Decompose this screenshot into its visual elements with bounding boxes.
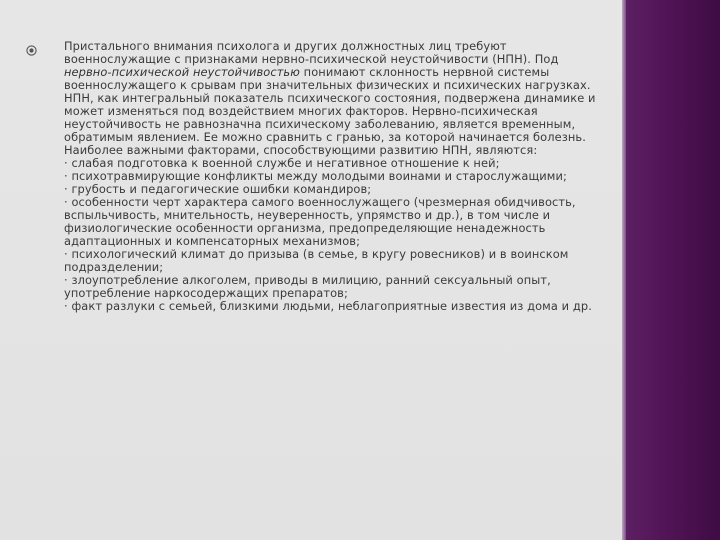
intro-text-after: понимают склонность нервной системы военнослужащего к срывам при значительных физических и психических нагрузках. НПН, как интегральный показатель психического состояния, подвержена динамике и может изменяться под воздействием многих факторов. Нервно-психическая неустойчивость не равнозначна психическому заболеванию, является временным, обратимым явлением. Ее можно сравнить с гранью, за которой начинается болезнь. (64, 65, 596, 144)
factor-item: · злоупотребление алкоголем, приводы в милицию, ранний сексуальный опыт, употребление наркосодержащих препаратов; (64, 273, 551, 300)
intro-emphasis-term: нервно-психической неустойчивостью (64, 65, 300, 79)
intro-text-before: Пристального внимания психолога и других должностных лиц требуют военнослужащие с признаками нервно-психической неустойчивости (НПН). Под (64, 39, 559, 66)
factor-item: · психологический климат до призыва (в семье, в кругу ровесников) и в воинском подразделении; (64, 247, 569, 274)
factor-item: · особенности черт характера самого военнослужащего (чрезмерная обидчивость, вспыльчивость, мнительность, неуверенность, упрямство и др.), в том числе и физиологические особенности организма, предопределяющие ненадежность адаптационных и компенсаторных механизмов; (64, 195, 576, 248)
target-bullet-icon (26, 45, 37, 56)
intro-paragraph (64, 40, 604, 144)
factors-heading: Наиболее важными факторами, способствующими развитию НПН, являются: (64, 143, 538, 157)
factor-item: · психотравмирующие конфликты между молодыми воинами и старослужащими; (64, 169, 567, 183)
factor-item: · слабая подготовка к военной службе и негативное отношение к ней; (64, 156, 500, 170)
factor-item: · факт разлуки с семьей, близкими людьми, неблагоприятные известия из дома и др. (64, 299, 592, 313)
decorative-side-band (626, 0, 720, 540)
factor-item: · грубость и педагогические ошибки командиров; (64, 182, 372, 196)
slide-text-body (64, 40, 604, 313)
